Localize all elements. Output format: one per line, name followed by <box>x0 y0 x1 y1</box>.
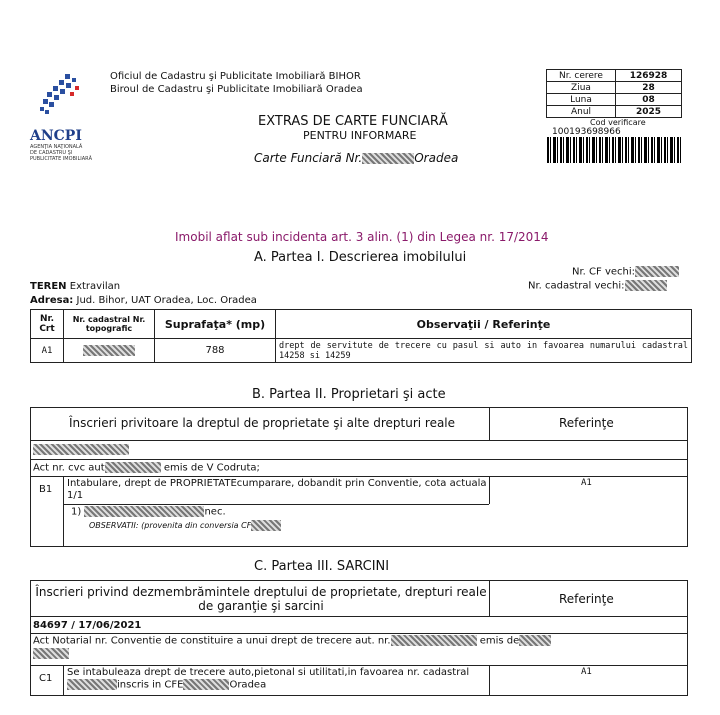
partB-entry-id: B1 <box>39 484 53 495</box>
partB-entry-ref: A1 <box>581 478 592 488</box>
req-label: Luna <box>547 94 616 106</box>
redacted-owner <box>84 506 204 517</box>
partC-col1: Înscrieri privind dezmembrămintele dreptului de proprietate, drepturi reale de garanţie şi sarcini <box>35 585 487 613</box>
address-line <box>30 295 257 306</box>
office-line2: Biroul de Cadastru şi Publicitate Imobiliară Oradea <box>110 84 363 95</box>
teren-label: TEREN <box>30 281 67 292</box>
redacted-owner-header <box>33 444 129 455</box>
redacted-act <box>105 462 161 473</box>
row-crt: A1 <box>31 339 64 363</box>
teren-type: Extravilan <box>69 281 121 292</box>
owner-suffix: nec. <box>204 506 226 518</box>
col-observatii: Observaţii / Referinţe <box>276 310 692 339</box>
logo-text: ANCPI <box>30 128 82 144</box>
doc-subtitle: PENTRU INFORMARE <box>303 129 417 142</box>
legal-notice: Imobil aflat sub incidenta art. 3 alin. (1) din Legea nr. 17/2014 <box>175 230 549 244</box>
partC-act <box>33 635 683 660</box>
row-cadastral <box>64 339 155 363</box>
req-label: Nr. cerere <box>547 70 616 82</box>
ancpi-logo-icon <box>35 72 87 128</box>
req-value: 28 <box>616 82 682 94</box>
partB-entry-text: Intabulare, drept de PROPRIETATEcumparare, dobandit prin Conventie, cota actuala 1/1 <box>67 478 487 501</box>
partC-entry-id: C1 <box>39 673 53 684</box>
req-value: 08 <box>616 94 682 106</box>
redacted-obs <box>251 520 281 531</box>
redacted-cadastral <box>83 345 135 356</box>
owner-prefix: 1) <box>71 506 82 518</box>
cf-old <box>572 266 679 278</box>
verif-code: 100193698966 <box>552 127 621 137</box>
partC-reg-no: 84697 / 17/06/2021 <box>33 620 142 631</box>
col-suprafata: Suprafaţa* (mp) <box>155 310 276 339</box>
req-value: 2025 <box>616 106 682 118</box>
cad-old-label: Nr. cadastral vechi: <box>528 280 625 292</box>
partA-table <box>30 309 692 363</box>
redacted-cad-old <box>625 280 667 291</box>
verif-label: Cod verificare <box>590 118 646 127</box>
logo-sub2: DE CADASTRU ŞI <box>30 150 73 156</box>
partC-title: C. Partea III. SARCINI <box>254 559 390 574</box>
teren-line <box>30 281 120 292</box>
redacted-cf <box>362 153 414 164</box>
partB-act-suffix: emis de V Codruta; <box>163 462 260 474</box>
partB-col2: Referinţe <box>559 416 614 430</box>
redacted-cad-c <box>67 679 117 690</box>
redacted-cf-old <box>635 266 679 277</box>
partB-obs <box>89 520 281 531</box>
ancpi-logo <box>30 72 110 162</box>
req-label: Anul <box>547 106 616 118</box>
cf-city: Oradea <box>414 151 459 165</box>
obs-text: OBSERVATII: (provenita din conversia CF <box>89 521 252 530</box>
cad-old <box>528 280 667 292</box>
partB-title: B. Partea II. Proprietari şi acte <box>252 387 446 402</box>
partB-act-prefix: Act nr. cvc aut <box>33 462 105 474</box>
address-label: Adresa: <box>30 295 74 306</box>
partB-col1: Înscrieri privitoare la dreptul de proprietate şi alte drepturi reale <box>69 416 456 430</box>
req-value: 126928 <box>616 70 682 82</box>
partC-col2: Referinţe <box>559 592 614 606</box>
partC-entry-text-3: Oradea <box>229 679 267 691</box>
redacted-emis-2 <box>33 648 69 659</box>
row-area: 788 <box>155 339 276 363</box>
partC-entry-text <box>67 667 487 692</box>
partC-entry-text-1: Se intabuleaza drept de trecere auto,pietonal si utilitati,in favoarea nr. cadastral <box>67 667 470 678</box>
partB-table <box>30 407 688 547</box>
logo-sub3: PUBLICITATE IMOBILIARĂ <box>30 156 93 162</box>
partB-owner <box>71 506 226 518</box>
office-line1: Oficiul de Cadastru şi Publicitate Imobiliară BIHOR <box>110 71 361 82</box>
partC-entry-text-2: inscris in CFE <box>117 679 184 691</box>
redacted-emis <box>519 635 551 646</box>
cf-number <box>254 151 458 165</box>
barcode-icon <box>547 137 683 163</box>
partA-title: A. Partea I. Descrierea imobilului <box>254 250 467 265</box>
address-value: Jud. Bihor, UAT Oradea, Loc. Oradea <box>76 295 257 306</box>
doc-title: EXTRAS DE CARTE FUNCIARĂ <box>258 114 448 129</box>
partC-act-text: Act Notarial nr. Conventie de constituire a unui drept de trecere aut. nr. <box>33 635 391 647</box>
partC-table <box>30 580 688 696</box>
partC-entry-ref: A1 <box>581 667 592 677</box>
cf-label: Carte Funciară Nr. <box>254 151 363 165</box>
redacted-cfe <box>183 679 229 690</box>
request-box <box>546 69 682 118</box>
col-nr-cadastral: Nr. cadastral Nr. topografic <box>64 310 155 339</box>
col-nr-crt: Nr. Crt <box>31 310 64 339</box>
row-obs: drept de servitute de trecere cu pasul si auto in favoarea numarului cadastral 14258 si 14259 <box>276 339 692 363</box>
partC-act-emis: emis de <box>479 635 520 647</box>
logo-sub1: AGENŢIA NAŢIONALĂ <box>30 144 83 150</box>
req-label: Ziua <box>547 82 616 94</box>
redacted-act-c <box>391 635 477 646</box>
partB-act <box>33 462 260 474</box>
cf-old-label: Nr. CF vechi: <box>572 266 635 278</box>
